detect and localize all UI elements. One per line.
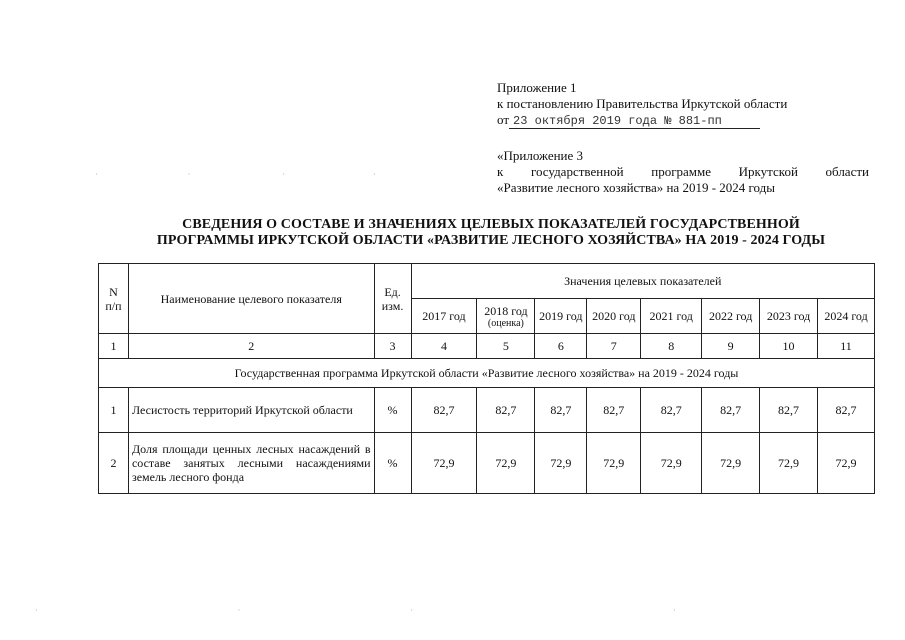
header-target-values: Значения целевых показателей [411, 264, 874, 299]
header-year-2018: 2018 год [484, 303, 528, 318]
row-indicator-name: Доля площади ценных лесных насаждений в составе занятых лесными насаждениями земель лесного фонда [128, 433, 374, 494]
column-number: 3 [374, 334, 411, 359]
appendix-3-word: Иркутской [738, 164, 798, 179]
column-number: 8 [641, 334, 702, 359]
header-year: 2019 год [535, 299, 587, 334]
row-number: 1 [99, 388, 129, 433]
row-value: 82,7 [587, 388, 641, 433]
scan-speckles: · · · · [35, 606, 676, 615]
document-title-line-2: ПРОГРАММЫ ИРКУТСКОЙ ОБЛАСТИ «РАЗВИТИЕ ЛЕСНОГО ХОЗЯЙСТВА» НА 2019 - 2024 ГОДЫ [156, 233, 826, 248]
decree-date-number: 23 октября 2019 года № 881-пп [509, 114, 760, 129]
appendix-1-reference: к постановлению Правительства Иркутской области [497, 96, 788, 111]
appendix-1-block [497, 80, 869, 129]
column-number: 5 [477, 334, 535, 359]
row-number: 2 [99, 433, 129, 494]
row-value: 72,9 [411, 433, 477, 494]
header-unit-line-1: Ед. [384, 284, 401, 299]
header-number-line-2: п/п [105, 298, 122, 313]
table-header-row [99, 264, 875, 299]
row-value: 82,7 [535, 388, 587, 433]
appendix-3-program-name: «Развитие лесного хозяйства» на 2019 - 2024 годы [497, 180, 776, 195]
row-value: 82,7 [702, 388, 760, 433]
appendix-3-word: к [497, 164, 504, 179]
appendix-3-word: программе [651, 164, 712, 179]
column-number: 4 [411, 334, 477, 359]
header-year-2018-note: (оценка) [487, 317, 524, 329]
appendix-3-word: области [825, 164, 869, 179]
header-number [99, 264, 129, 334]
section-title: Государственная программа Иркутской области «Развитие лесного хозяйства» на 2019 - 2024 годы [99, 359, 875, 388]
appendix-3-word: государственной [530, 164, 624, 179]
row-value: 72,9 [702, 433, 760, 494]
row-value: 82,7 [818, 388, 875, 433]
row-unit: % [374, 388, 411, 433]
row-value: 72,9 [477, 433, 535, 494]
decree-prefix: от [497, 112, 510, 127]
header-unit-line-2: изм. [381, 298, 404, 313]
decree-line [497, 112, 869, 129]
column-number: 2 [128, 334, 374, 359]
header-year: 2023 год [760, 299, 818, 334]
appendix-3-reference [497, 164, 869, 180]
document-title [100, 217, 882, 249]
header-indicator-name: Наименование целевого показателя [128, 264, 374, 334]
row-value: 82,7 [641, 388, 702, 433]
header-year: 2017 год [411, 299, 477, 334]
row-value: 72,9 [535, 433, 587, 494]
appendix-1-title: Приложение 1 [497, 80, 577, 95]
row-value: 72,9 [641, 433, 702, 494]
header-year: 2020 год [587, 299, 641, 334]
row-value: 72,9 [818, 433, 875, 494]
header-year: 2022 год [702, 299, 760, 334]
row-value: 72,9 [587, 433, 641, 494]
row-unit: % [374, 433, 411, 494]
section-row [99, 359, 875, 388]
column-number: 11 [818, 334, 875, 359]
column-number: 7 [587, 334, 641, 359]
row-value: 82,7 [411, 388, 477, 433]
column-number: 10 [760, 334, 818, 359]
row-value: 82,7 [477, 388, 535, 433]
column-number: 1 [99, 334, 129, 359]
header-number-line-1: N [109, 284, 118, 299]
row-value: 82,7 [760, 388, 818, 433]
scan-speckles: · · · · [95, 170, 376, 179]
header-unit [374, 264, 411, 334]
header-year: 2021 год [641, 299, 702, 334]
table-row [99, 388, 875, 433]
table-row [99, 433, 875, 494]
target-indicators-table [98, 263, 875, 494]
column-numbers-row [99, 334, 875, 359]
document-title-line-1: СВЕДЕНИЯ О СОСТАВЕ И ЗНАЧЕНИЯХ ЦЕЛЕВЫХ ПОКАЗАТЕЛЕЙ ГОСУДАРСТВЕННОЙ [182, 217, 800, 232]
appendix-3-block [497, 148, 869, 196]
appendix-3-title: «Приложение 3 [497, 148, 584, 163]
column-number: 6 [535, 334, 587, 359]
row-indicator-name: Лесистость территорий Иркутской области [128, 388, 374, 433]
column-number: 9 [702, 334, 760, 359]
header-year [477, 299, 535, 334]
header-year: 2024 год [818, 299, 875, 334]
row-value: 72,9 [760, 433, 818, 494]
